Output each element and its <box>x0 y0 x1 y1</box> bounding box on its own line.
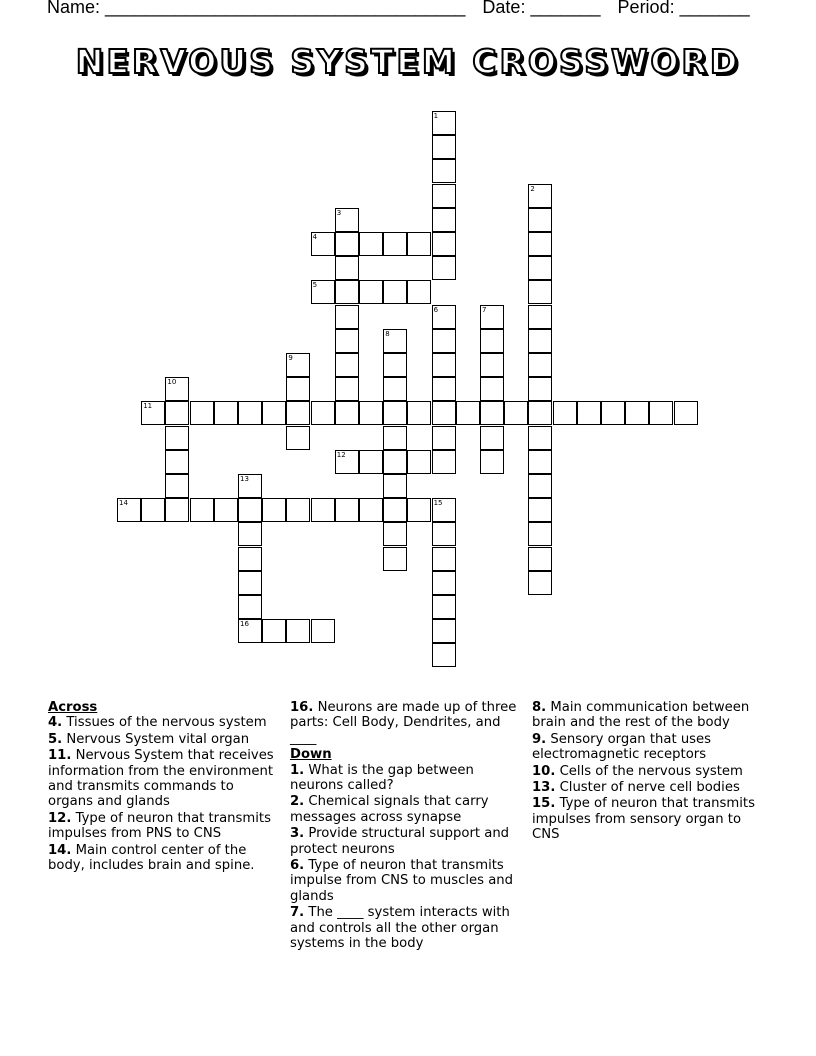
clue-number-3: 3 <box>336 208 342 217</box>
grid-cell[interactable] <box>407 450 431 474</box>
grid-cell[interactable] <box>528 571 552 595</box>
grid-cell[interactable] <box>383 498 407 522</box>
grid-cell[interactable] <box>359 401 383 425</box>
grid-cell[interactable] <box>528 498 552 522</box>
grid-cell[interactable] <box>335 377 359 401</box>
grid-cell[interactable] <box>528 353 552 377</box>
grid-cell[interactable] <box>528 377 552 401</box>
clue-number-14: 14 <box>119 499 128 508</box>
grid-cell[interactable] <box>407 498 431 522</box>
clues-column-2 <box>290 700 524 953</box>
grid-cell[interactable] <box>359 280 383 304</box>
grid-cell[interactable] <box>480 426 504 450</box>
grid-cell[interactable] <box>528 547 552 571</box>
grid-cell[interactable] <box>432 208 456 232</box>
grid-cell[interactable] <box>383 232 407 256</box>
grid-cell[interactable] <box>383 450 407 474</box>
grid-cell[interactable] <box>528 450 552 474</box>
clue-number-16: 16 <box>240 620 249 629</box>
grid-cell[interactable] <box>432 571 456 595</box>
grid-cell[interactable] <box>432 619 456 643</box>
grid-cell[interactable] <box>432 232 456 256</box>
grid-cell[interactable] <box>335 498 359 522</box>
grid-cell[interactable] <box>432 401 456 425</box>
grid-cell[interactable] <box>165 474 189 498</box>
period-field[interactable]: Period: _______ <box>617 0 750 17</box>
grid-cell[interactable] <box>480 377 504 401</box>
grid-cell[interactable] <box>190 498 214 522</box>
grid-cell[interactable] <box>528 426 552 450</box>
grid-cell[interactable] <box>383 522 407 546</box>
grid-cell[interactable] <box>432 256 456 280</box>
grid-cell[interactable] <box>286 498 310 522</box>
clue-number-12: 12 <box>336 450 346 459</box>
grid-cell[interactable] <box>553 401 577 425</box>
clue-number-13: 13 <box>240 475 249 483</box>
grid-cell[interactable] <box>674 401 698 425</box>
clue-number-9: 9 <box>288 354 293 362</box>
grid-cell[interactable] <box>190 401 214 425</box>
clue-across-12: 12. Type of neuron that transmits impulses from PNS to CNS <box>48 810 271 842</box>
grid-cell[interactable] <box>480 329 504 353</box>
grid-cell[interactable] <box>165 426 189 450</box>
grid-cell[interactable] <box>359 498 383 522</box>
clue-down-7: 7. The ____ system interacts with and controls all the other organ systems in the body <box>290 905 510 952</box>
grid-cell[interactable] <box>238 547 262 571</box>
grid-cell[interactable] <box>238 401 262 425</box>
clues-column-3 <box>532 700 768 844</box>
grid-cell[interactable] <box>141 498 165 522</box>
clue-number-6: 6 <box>433 305 439 314</box>
grid-cell[interactable] <box>432 547 456 571</box>
grid-cell[interactable] <box>311 498 335 522</box>
grid-cell[interactable] <box>335 256 359 280</box>
grid-cell[interactable] <box>480 450 504 474</box>
clue-down-1: 1. What is the gap between neurons called? <box>290 762 474 794</box>
grid-cell[interactable] <box>286 426 310 450</box>
grid-cell[interactable] <box>214 401 238 425</box>
grid-cell[interactable] <box>238 498 262 522</box>
grid-cell[interactable] <box>601 401 625 425</box>
grid-cell[interactable] <box>432 353 456 377</box>
grid-cell[interactable] <box>383 280 407 304</box>
grid-cell[interactable] <box>432 643 456 667</box>
grid-cell[interactable] <box>335 329 359 353</box>
grid-cell[interactable] <box>407 232 431 256</box>
down-heading: Down <box>290 747 332 763</box>
across-heading: Across <box>48 700 98 715</box>
grid-cell[interactable] <box>238 595 262 619</box>
clue-down-15: 15. Type of neuron that transmits impulses from sensory organ to CNS <box>532 796 755 843</box>
clue-down-6: 6. Type of neuron that transmits impulse from CNS to muscles and glands <box>290 858 514 904</box>
grid-cell[interactable] <box>383 426 407 450</box>
grid-cell[interactable] <box>528 474 552 498</box>
grid-cell[interactable] <box>383 353 407 377</box>
grid-cell[interactable] <box>432 450 456 474</box>
grid-cell[interactable] <box>262 401 286 425</box>
clue-number-5: 5 <box>312 281 318 290</box>
grid-cell[interactable] <box>625 401 649 425</box>
grid-cell[interactable] <box>432 595 456 619</box>
grid-cell[interactable] <box>528 305 552 329</box>
clue-down-2: 2. Chemical signals that carry messages across synapse <box>290 794 489 825</box>
grid-cell[interactable] <box>335 305 359 329</box>
grid-cell[interactable] <box>528 208 552 232</box>
clues-column-1 <box>48 700 280 874</box>
clue-number-1: 1 <box>433 112 439 120</box>
grid-cell[interactable] <box>311 619 335 643</box>
date-field[interactable]: Date: _______ <box>482 0 601 17</box>
grid-cell[interactable] <box>359 450 383 474</box>
grid-cell[interactable] <box>432 426 456 450</box>
grid-cell[interactable] <box>480 353 504 377</box>
grid-cell[interactable] <box>528 280 552 304</box>
grid-cell[interactable] <box>383 377 407 401</box>
grid-cell[interactable] <box>528 232 552 256</box>
clue-across-16: 16. Neurons are made up of three parts: Cell Body, Dendrites, and ____ <box>290 700 517 746</box>
grid-cell[interactable] <box>407 401 431 425</box>
clue-number-7: 7 <box>482 305 487 314</box>
clue-number-8: 8 <box>385 329 390 338</box>
clue-down-9: 9. Sensory organ that uses electromagnetic receptors <box>532 731 712 763</box>
clue-down-3: 3. Provide structural support and protect neurons <box>290 826 510 857</box>
clue-across-11: 11. Nervous System that receives information from the environment and transmits commands to organs and glands <box>48 748 274 810</box>
grid-cell[interactable] <box>383 547 407 571</box>
clue-down-13: 13. Cluster of nerve cell bodies <box>532 780 740 796</box>
clue-number-15: 15 <box>433 499 443 508</box>
grid-cell[interactable] <box>286 401 310 425</box>
grid-cell[interactable] <box>528 256 552 280</box>
grid-cell[interactable] <box>407 280 431 304</box>
grid-cell[interactable] <box>528 329 552 353</box>
grid-cell[interactable] <box>432 159 456 183</box>
clue-across-4: 4. Tissues of the nervous system <box>48 715 267 731</box>
page-title: NERVOUS SYSTEM CROSSWORD <box>75 42 741 81</box>
grid-cell[interactable] <box>480 401 504 425</box>
grid-cell[interactable] <box>456 401 480 425</box>
grid-cell[interactable] <box>286 619 310 643</box>
grid-cell[interactable] <box>432 377 456 401</box>
grid-cell[interactable] <box>262 498 286 522</box>
clue-across-5: 5. Nervous System vital organ <box>48 731 250 747</box>
grid-cell[interactable] <box>432 135 456 159</box>
grid-cell[interactable] <box>335 232 359 256</box>
grid-cell[interactable] <box>577 401 601 425</box>
clue-number-11: 11 <box>143 402 153 411</box>
grid-cell[interactable] <box>311 401 335 425</box>
grid-cell[interactable] <box>432 522 456 546</box>
grid-cell[interactable] <box>649 401 673 425</box>
grid-cell[interactable] <box>214 498 238 522</box>
grid-cell[interactable] <box>165 401 189 425</box>
grid-cell[interactable] <box>383 474 407 498</box>
clue-number-4: 4 <box>312 233 318 241</box>
clue-down-8: 8. Main communication between brain and the rest of the body <box>532 700 750 731</box>
clue-number-10: 10 <box>167 378 177 387</box>
clue-number-2: 2 <box>530 184 535 193</box>
grid-cell[interactable] <box>286 377 310 401</box>
grid-cell[interactable] <box>238 571 262 595</box>
name-field[interactable]: Name: ____________________________________ <box>47 0 466 17</box>
grid-cell[interactable] <box>504 401 528 425</box>
grid-cell[interactable] <box>335 401 359 425</box>
grid-cell[interactable] <box>335 353 359 377</box>
grid-cell[interactable] <box>165 450 189 474</box>
grid-cell[interactable] <box>165 498 189 522</box>
grid-cell[interactable] <box>383 401 407 425</box>
grid-cell[interactable] <box>432 329 456 353</box>
grid-cell[interactable] <box>359 232 383 256</box>
grid-cell[interactable] <box>262 619 286 643</box>
grid-cell[interactable] <box>335 280 359 304</box>
grid-cell[interactable] <box>528 401 552 425</box>
clue-down-10: 10. Cells of the nervous system <box>532 763 743 779</box>
grid-cell[interactable] <box>528 522 552 546</box>
clue-across-14: 14. Main control center of the body, includes brain and spine. <box>48 842 255 874</box>
grid-cell[interactable] <box>432 184 456 208</box>
grid-cell[interactable] <box>238 522 262 546</box>
